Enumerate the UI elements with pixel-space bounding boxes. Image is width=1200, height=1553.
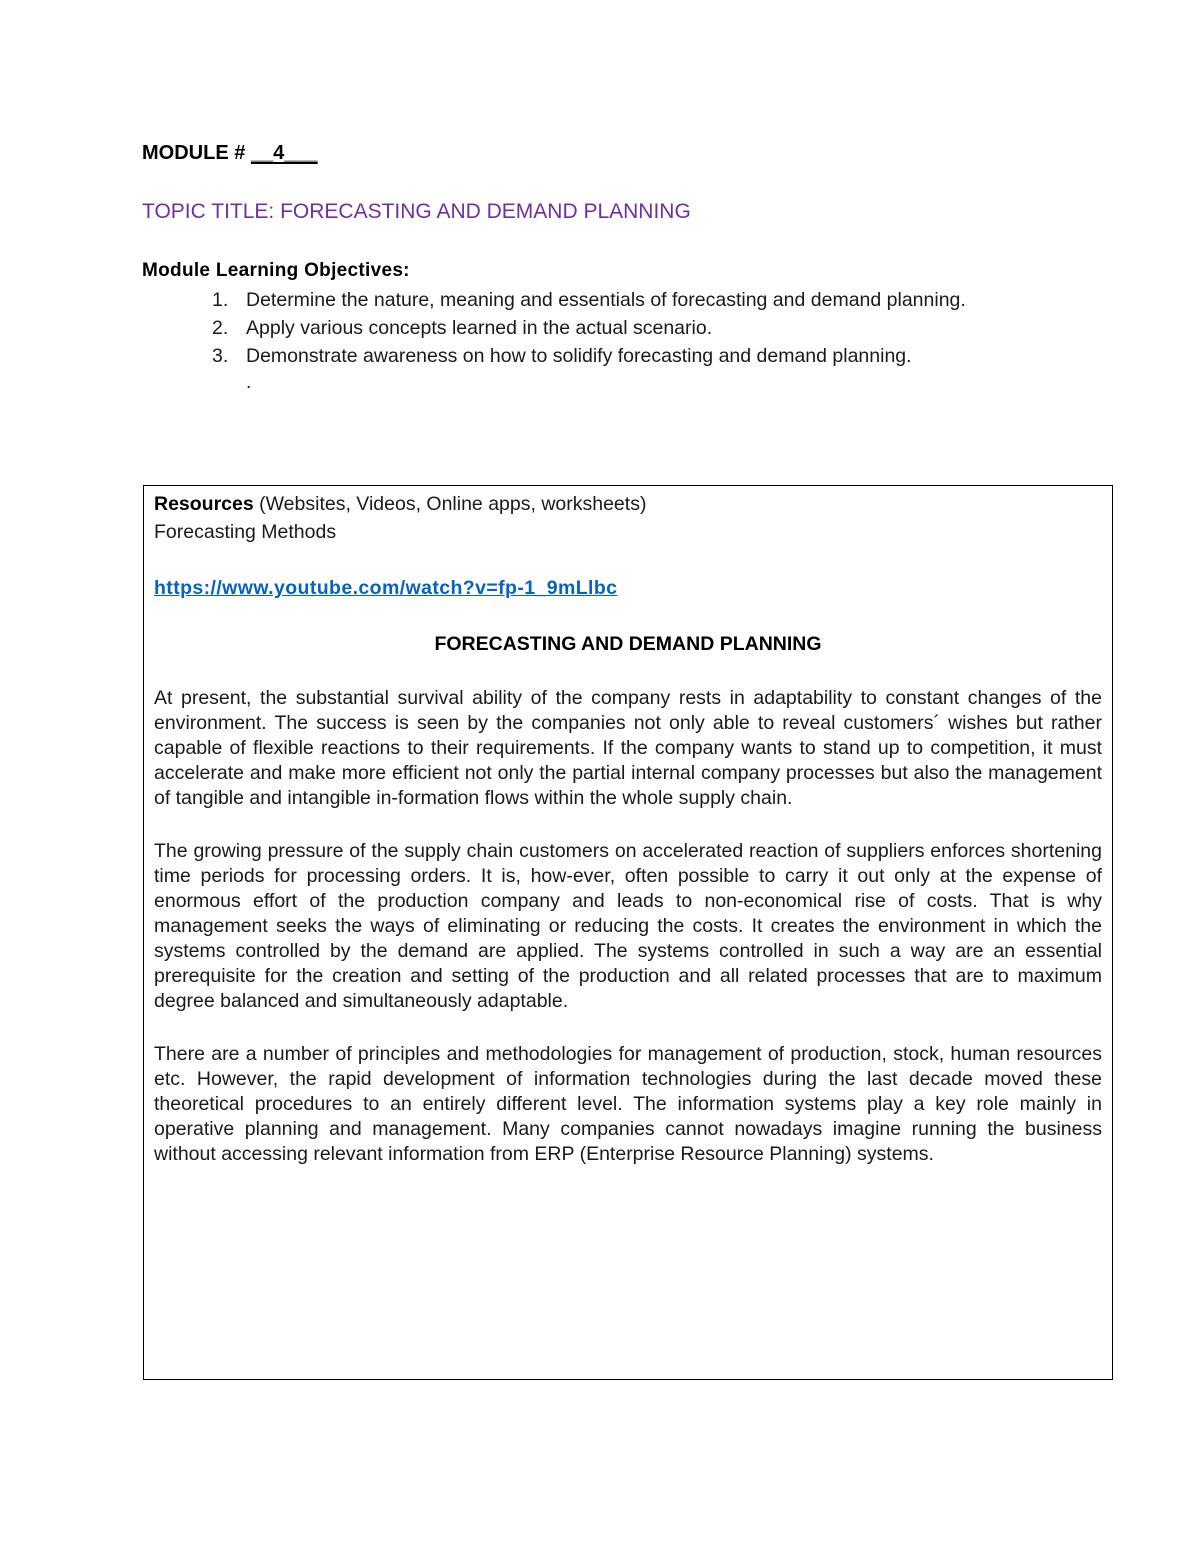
resources-label-detail: (Websites, Videos, Online apps, worksheets): [253, 493, 647, 515]
article-paragraph: The growing pressure of the supply chain customers on accelerated reaction of suppliers enforces shortening time periods for processing orders. It is, how-ever, often possible to carry it out only at the expense of enormous effort of the production company and leads to non-economical rise of costs. That is why management seeks the ways of eliminating or reducing the costs. It creates the environment in which the systems controlled by the demand are applied. The systems controlled in such a way are an essential prerequisite for the creation and setting of the production and all related processes that are to maximum degree balanced and simultaneously adaptable.: [154, 840, 1102, 1012]
objective-item: [212, 314, 966, 342]
objective-text: Determine the nature, meaning and essentials of forecasting and demand planning.: [246, 289, 966, 311]
resources-label: Resources: [154, 493, 254, 515]
objective-number: 1.: [212, 289, 229, 311]
resources-content: [154, 490, 1102, 1167]
resources-box: [143, 485, 1113, 1380]
video-link[interactable]: https://www.youtube.com/watch?v=fp-1_9mLlbc: [154, 577, 618, 599]
resources-subtitle: Forecasting Methods: [154, 521, 337, 543]
module-number-line: [142, 142, 318, 165]
topic-title: TOPIC TITLE: FORECASTING AND DEMAND PLANNING: [142, 200, 691, 223]
resources-heading: [154, 490, 1102, 518]
article-paragraph: At present, the substantial survival ability of the company rests in adaptability to constant changes of the environment. The success is seen by the companies not only able to reveal customers´ wishes but rather capable of flexible reactions to their requirements. If the company wants to stand up to competition, it must accelerate and make more efficient not only the partial internal company processes but also the management of tangible and intangible in-formation flows within the whole supply chain.: [154, 687, 1102, 809]
objectives-heading: Module Learning Objectives:: [142, 260, 410, 281]
article-title: FORECASTING AND DEMAND PLANNING: [434, 633, 822, 655]
video-link-line: [154, 574, 1102, 602]
objective-item: [212, 342, 966, 370]
objective-number: 2.: [212, 317, 229, 339]
article-paragraph: There are a number of principles and methodologies for management of production, stock, human resources etc. However, the rapid development of information technologies during the last decade moved these theoretical procedures to an entirely different level. The information systems play a key role mainly in operative planning and management. Many companies cannot nowadays imagine running the business without accessing relevant information from ERP (Enterprise Resource Planning) systems.: [154, 1043, 1102, 1165]
module-label: MODULE #: [142, 142, 251, 164]
trailing-dot: .: [246, 372, 252, 393]
module-number: __4___: [250, 142, 318, 164]
objective-item: [212, 286, 966, 314]
objective-text: Demonstrate awareness on how to solidify forecasting and demand planning.: [246, 345, 912, 367]
objective-text: Apply various concepts learned in the actual scenario.: [246, 317, 713, 339]
objectives-list: [212, 286, 966, 370]
objective-number: 3.: [212, 345, 229, 367]
